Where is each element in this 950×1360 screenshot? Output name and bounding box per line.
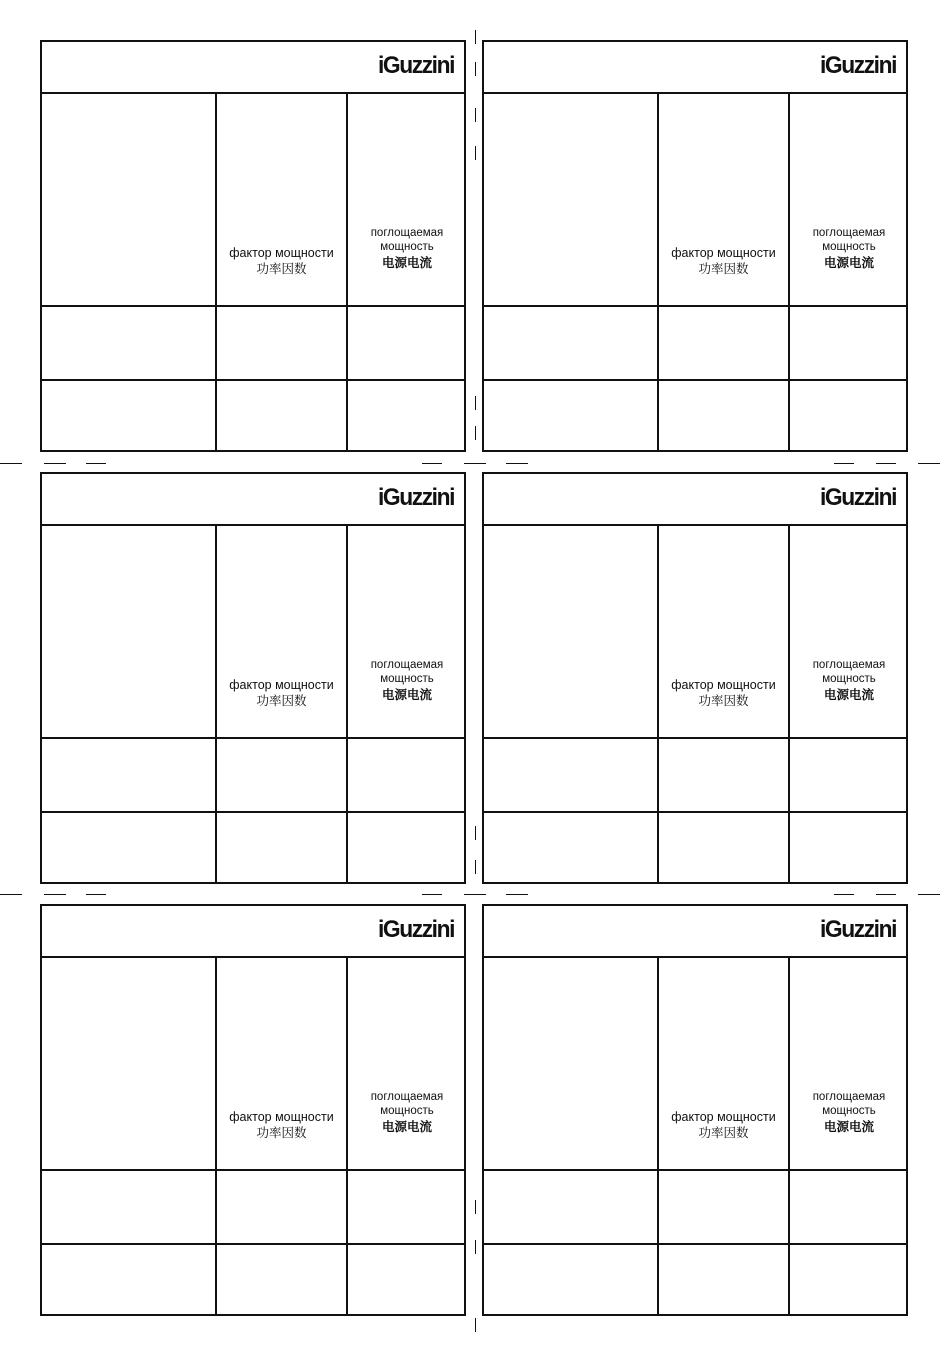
absorbed-power-zh: 电源电流 [823,688,874,702]
row-divider [484,737,906,739]
card-header [484,474,906,526]
crop-mark [918,894,940,895]
crop-mark [506,894,528,895]
column-divider [788,958,790,1314]
absorbed-power-header [348,658,466,704]
crop-mark [0,463,22,464]
absorbed-power-header [790,1090,908,1136]
absorbed-power-zh: 电源电流 [823,1120,874,1134]
card-header [42,42,464,94]
power-factor-ru: фактор мощности [229,678,334,692]
crop-mark [876,463,896,464]
crop-mark [475,1200,476,1214]
iguzzini-logo: iGuzzini [820,484,896,511]
absorbed-power-zh: 电源电流 [823,256,874,270]
power-factor-header [659,677,788,709]
absorbed-power-zh: 电源电流 [381,688,432,702]
label-card-3 [40,472,466,884]
crop-mark [475,426,476,440]
card-header [42,474,464,526]
card-header [484,42,906,94]
iguzzini-logo: iGuzzini [378,916,454,943]
absorbed-power-header [348,1090,466,1136]
label-card-5 [40,904,466,1316]
row-divider [484,1169,906,1171]
column-divider [346,958,348,1314]
crop-mark [475,62,476,76]
power-factor-header [217,1109,346,1141]
label-card-2 [482,40,908,452]
crop-mark [475,860,476,874]
iguzzini-logo: iGuzzini [378,484,454,511]
row-divider [42,811,464,813]
absorbed-power-header [348,226,466,272]
power-factor-ru: фактор мощности [229,1110,334,1124]
absorbed-power-zh: 电源电流 [381,1120,432,1134]
absorbed-power-ru-2: мощность [380,1105,434,1117]
absorbed-power-ru-2: мощность [380,673,434,685]
absorbed-power-header [790,226,908,272]
power-factor-ru: фактор мощности [671,678,776,692]
crop-mark [86,894,106,895]
absorbed-power-zh: 电源电流 [381,256,432,270]
power-factor-zh: 功率因数 [698,694,749,708]
crop-mark [475,1318,476,1332]
row-divider [42,737,464,739]
power-factor-ru: фактор мощности [229,246,334,260]
crop-mark [475,108,476,122]
power-factor-header [217,677,346,709]
absorbed-power-ru-1: поглощаемая [370,227,444,239]
card-header [484,906,906,958]
label-card-4 [482,472,908,884]
crop-mark [834,894,854,895]
row-divider [484,305,906,307]
crop-mark [44,463,66,464]
crop-mark [475,146,476,160]
row-divider [484,811,906,813]
crop-mark [475,396,476,410]
row-divider [42,379,464,381]
row-divider [42,305,464,307]
row-divider [42,1243,464,1245]
crop-mark [475,1240,476,1254]
crop-mark [422,894,442,895]
power-factor-zh: 功率因数 [256,262,307,276]
column-divider [346,94,348,450]
crop-mark [506,463,528,464]
power-factor-zh: 功率因数 [256,1126,307,1140]
power-factor-ru: фактор мощности [671,246,776,260]
column-divider [788,526,790,882]
absorbed-power-ru-1: поглощаемая [812,227,886,239]
absorbed-power-ru-1: поглощаемая [812,1091,886,1103]
crop-mark [475,826,476,840]
crop-mark [422,463,442,464]
row-divider [484,1243,906,1245]
label-card-6 [482,904,908,1316]
row-divider [484,379,906,381]
power-factor-zh: 功率因数 [698,262,749,276]
power-factor-header [659,1109,788,1141]
crop-mark [464,894,486,895]
iguzzini-logo: iGuzzini [820,916,896,943]
row-divider [42,1169,464,1171]
column-divider [346,526,348,882]
label-card-1 [40,40,466,452]
absorbed-power-ru-1: поглощаемая [370,1091,444,1103]
absorbed-power-ru-1: поглощаемая [370,659,444,671]
crop-mark [464,463,486,464]
power-factor-zh: 功率因数 [698,1126,749,1140]
absorbed-power-ru-2: мощность [822,673,876,685]
column-divider [788,94,790,450]
crop-mark [0,894,22,895]
crop-mark [834,463,854,464]
absorbed-power-ru-2: мощность [822,1105,876,1117]
power-factor-zh: 功率因数 [256,694,307,708]
iguzzini-logo: iGuzzini [820,52,896,79]
power-factor-ru: фактор мощности [671,1110,776,1124]
card-header [42,906,464,958]
crop-mark [918,463,940,464]
power-factor-header [659,245,788,277]
crop-mark [86,463,106,464]
absorbed-power-header [790,658,908,704]
crop-mark [475,30,476,44]
power-factor-header [217,245,346,277]
absorbed-power-ru-2: мощность [822,241,876,253]
crop-mark [876,894,896,895]
absorbed-power-ru-1: поглощаемая [812,659,886,671]
iguzzini-logo: iGuzzini [378,52,454,79]
absorbed-power-ru-2: мощность [380,241,434,253]
crop-mark [44,894,66,895]
